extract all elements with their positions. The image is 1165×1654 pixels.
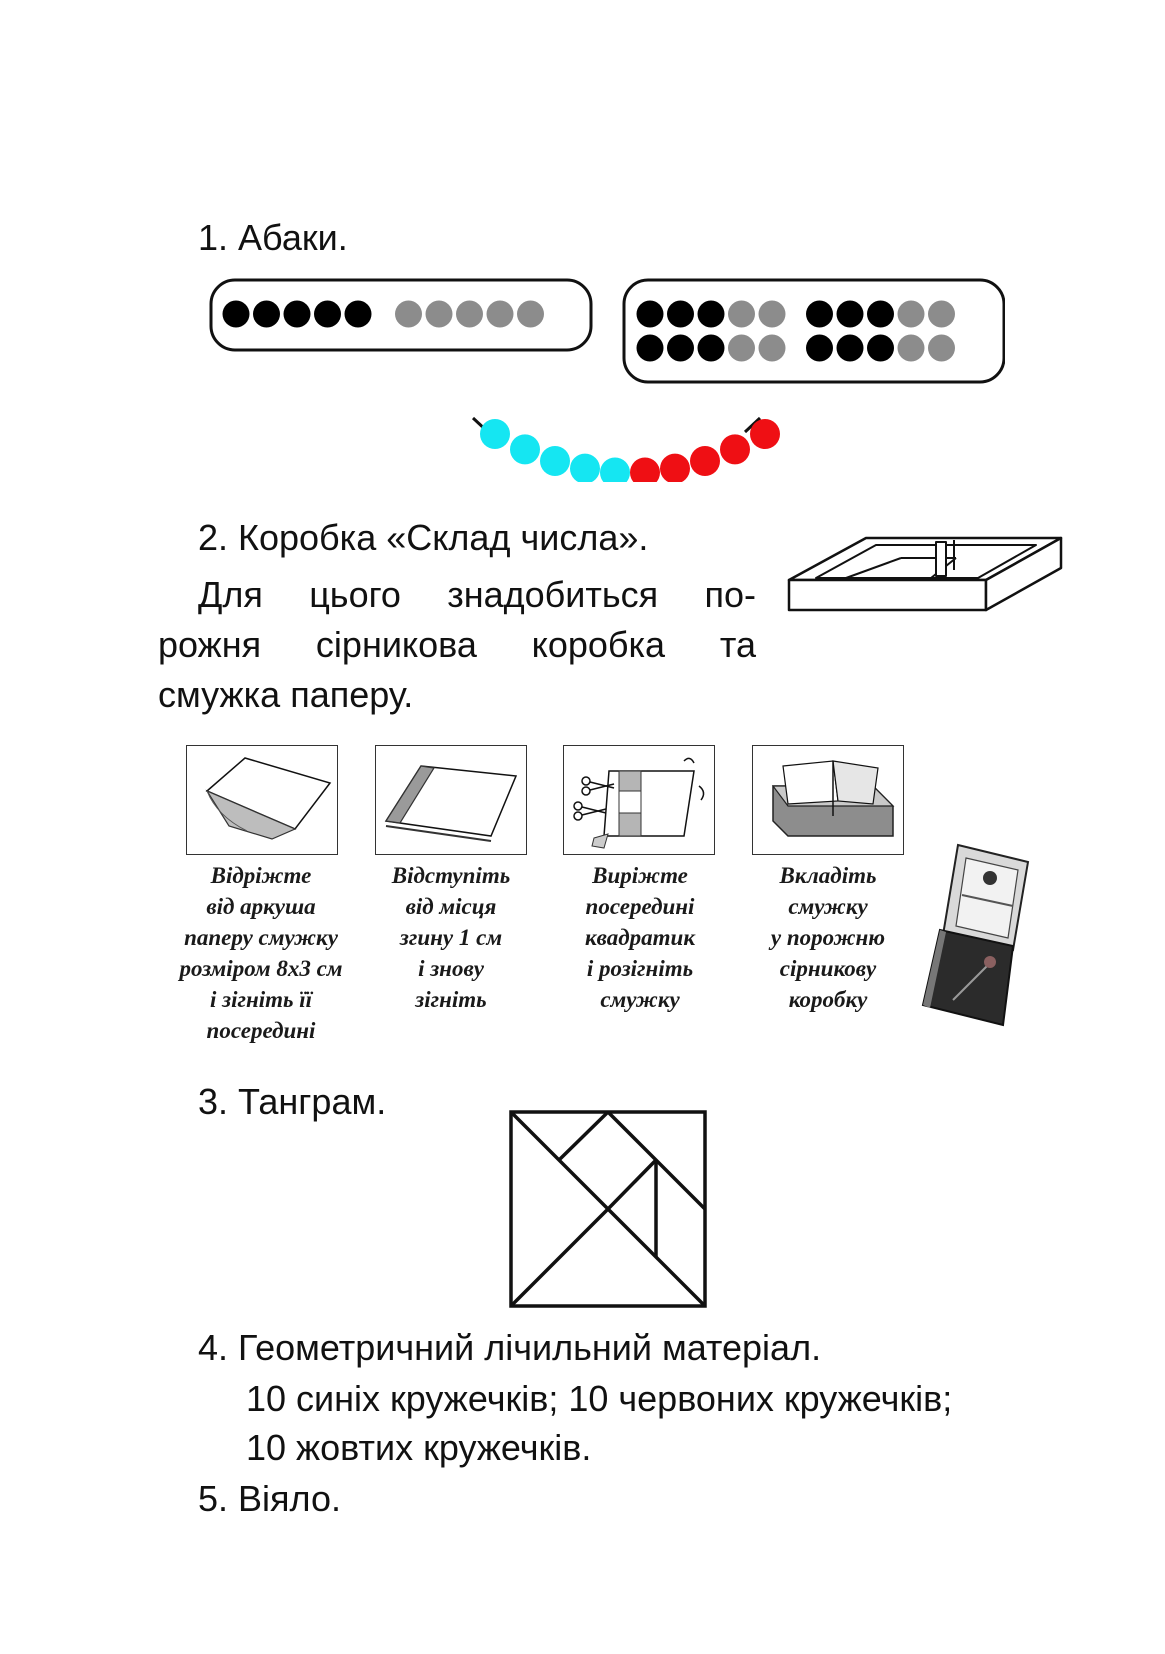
bead-string-bead-cyan	[480, 419, 510, 449]
abacus-bead-black	[698, 335, 725, 362]
box-word: Для	[198, 574, 263, 615]
bead-string-bead-cyan	[540, 446, 570, 476]
bead-string-bead-red	[660, 454, 690, 482]
abacus-illustration	[205, 272, 1005, 482]
step-4-image	[752, 745, 904, 855]
abacus-bead-black	[837, 335, 864, 362]
box-text-line-3: смужка паперу.	[158, 674, 414, 715]
abacus-bead-black	[698, 301, 725, 328]
abacus-bead-black	[806, 301, 833, 328]
abacus-bead-gray	[426, 301, 453, 328]
abacus-bead-gray	[898, 335, 925, 362]
step-2-caption	[356, 860, 546, 1015]
caption-line: квадратик	[584, 925, 696, 950]
bead-string-bead-cyan	[570, 454, 600, 482]
box-text-line-1	[198, 570, 756, 620]
caption-line: смужку	[600, 987, 680, 1012]
abacus-bead-black	[867, 335, 894, 362]
caption-line: і знову	[418, 956, 484, 981]
caption-line: розміром 8x3 см	[179, 956, 343, 981]
step-3-caption	[545, 860, 735, 1015]
box-word: рожня	[158, 624, 262, 665]
abacus-bead-gray	[759, 335, 786, 362]
box-word: цього	[309, 574, 401, 615]
box-word: знадобиться	[447, 574, 659, 615]
step-3-image	[563, 745, 715, 855]
bead-string-bead-red	[720, 434, 750, 464]
caption-line: коробку	[788, 987, 868, 1012]
bead-string-bead-red	[750, 419, 780, 449]
bead-string-bead-red	[630, 458, 660, 482]
finished-matchbox-photo	[918, 840, 1038, 1030]
caption-line: від аркуша	[206, 894, 316, 919]
bead-string-bead-cyan	[600, 458, 630, 482]
caption-line: паперу смужку	[184, 925, 338, 950]
bead-string-bead-cyan	[510, 434, 540, 464]
abacus-bead-black	[637, 335, 664, 362]
caption-line: зігніть	[415, 987, 487, 1012]
abacus-bead-black	[223, 301, 250, 328]
abacus-bead-gray	[395, 301, 422, 328]
caption-line: посередині	[585, 894, 695, 919]
abacus-bead-black	[345, 301, 372, 328]
section-tangram-title: 3. Танграм.	[198, 1081, 387, 1122]
caption-line: згину 1 см	[399, 925, 503, 950]
abacus-bead-black	[667, 335, 694, 362]
section-fan-title: 5. Віяло.	[198, 1478, 341, 1519]
caption-line: сірникову	[779, 956, 877, 981]
caption-line: посередині	[206, 1018, 316, 1043]
abacus-bead-black	[253, 301, 280, 328]
tangram-diagram	[509, 1110, 707, 1308]
box-word: сірникова	[315, 624, 477, 665]
caption-line: у порожню	[770, 925, 886, 950]
box-word: коробка	[531, 624, 666, 665]
abacus-bead-black	[637, 301, 664, 328]
abacus-frame-double	[624, 280, 1004, 382]
abacus-bead-black	[667, 301, 694, 328]
section-abacus-title: 1. Абаки.	[198, 217, 348, 258]
geometric-line-3: 10 жовтих кружечків.	[246, 1427, 592, 1468]
caption-line: Вкладіть	[779, 863, 877, 888]
caption-line: Відріжте	[210, 863, 312, 888]
caption-line: Відступіть	[391, 863, 511, 888]
abacus-bead-gray	[898, 301, 925, 328]
caption-line: смужку	[788, 894, 868, 919]
bead-string-bead-red	[690, 446, 720, 476]
section-box-title: 2. Коробка «Склад числа».	[198, 517, 649, 558]
bead-string	[473, 418, 780, 482]
step-2-image	[375, 745, 527, 855]
box-text-line-2	[158, 620, 756, 670]
caption-line: від місця	[405, 894, 497, 919]
abacus-bead-gray	[517, 301, 544, 328]
box-word: по-	[704, 574, 756, 615]
abacus-bead-gray	[759, 301, 786, 328]
step-1-image	[186, 745, 338, 855]
abacus-bead-gray	[456, 301, 483, 328]
abacus-bead-gray	[728, 301, 755, 328]
abacus-bead-gray	[728, 335, 755, 362]
geometric-line-2: 10 синіх кружечків; 10 червоних кружечків;	[246, 1378, 953, 1419]
abacus-bead-gray	[928, 301, 955, 328]
abacus-bead-black	[314, 301, 341, 328]
matchbox-organizer-illustration	[786, 530, 1066, 620]
caption-line: Виріжте	[592, 863, 688, 888]
step-1-caption	[166, 860, 356, 1046]
box-word: та	[719, 624, 756, 665]
step-4-caption	[733, 860, 923, 1015]
abacus-bead-black	[867, 301, 894, 328]
caption-line: і розігніть	[586, 956, 694, 981]
abacus-bead-gray	[487, 301, 514, 328]
abacus-bead-black	[284, 301, 311, 328]
section-geometric-title: 4. Геометричний лічильний матеріал.	[198, 1327, 822, 1368]
abacus-bead-gray	[928, 335, 955, 362]
abacus-bead-black	[806, 335, 833, 362]
caption-line: і зігніть її	[209, 987, 313, 1012]
abacus-bead-black	[837, 301, 864, 328]
box-description	[158, 570, 756, 720]
